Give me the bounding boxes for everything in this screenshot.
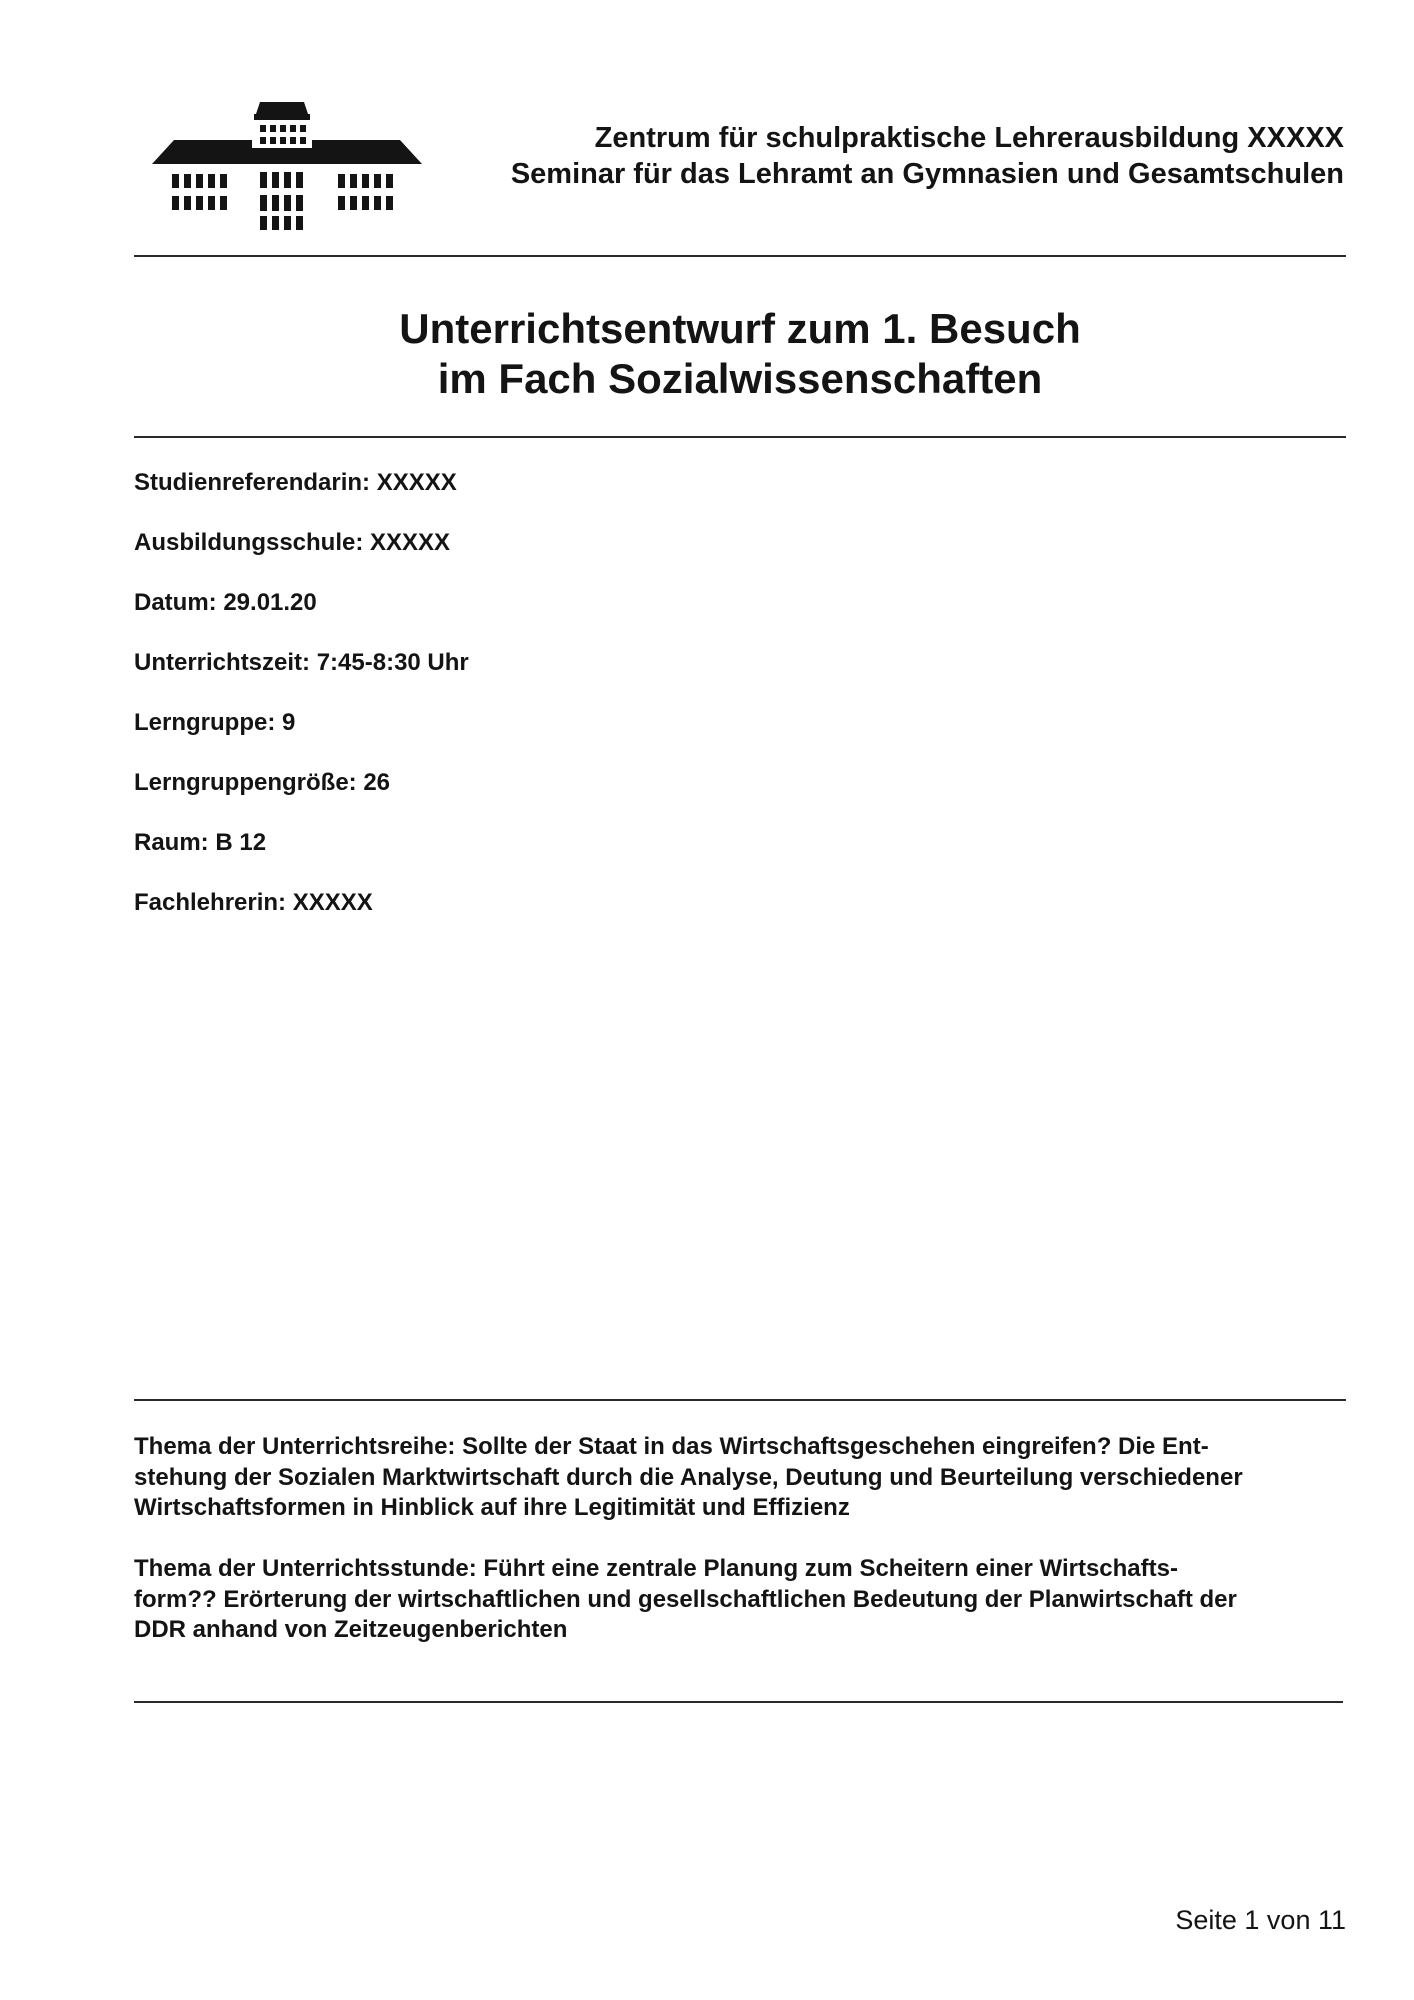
field-lerngruppengroesse: Lerngruppengröße: 26 <box>134 769 391 796</box>
field-unterrichtszeit: Unterrichtszeit: 7:45-8:30 Uhr <box>134 649 469 676</box>
field-datum: Datum: 29.01.20 <box>134 589 317 616</box>
institution-name: Zentrum für schulpraktische Lehrerausbildung XXXXX <box>594 122 1344 154</box>
theme-line: Thema der Unterrichtsstunde: Führt eine zentrale Planung zum Scheitern einer Wirtschafts- <box>134 1555 1178 1582</box>
theme-unterrichtsreihe <box>134 1432 1349 1524</box>
title-line-1: Unterrichtsentwurf zum 1. Besuch <box>399 305 1081 352</box>
field-raum: Raum: B 12 <box>134 829 267 856</box>
theme-unterrichtsstunde <box>134 1554 1349 1646</box>
theme-line: DDR anhand von Zeitzeugenberichten <box>134 1616 568 1643</box>
building-icon <box>152 100 422 230</box>
divider <box>134 436 1346 438</box>
divider <box>134 1399 1346 1401</box>
field-studienreferendarin: Studienreferendarin: XXXXX <box>134 469 457 496</box>
theme-line: Wirtschaftsformen in Hinblick auf ihre Legitimität und Effizienz <box>134 1494 850 1521</box>
institution-header <box>511 120 1344 192</box>
meta-fields <box>134 468 469 948</box>
field-lerngruppe: Lerngruppe: 9 <box>134 709 296 736</box>
theme-line: Thema der Unterrichtsreihe: Sollte der Staat in das Wirtschaftsgeschehen eingreifen? Die Ent- <box>134 1433 1209 1460</box>
divider <box>134 255 1346 257</box>
document-title <box>134 304 1346 404</box>
title-line-2: im Fach Sozialwissenschaften <box>437 355 1043 402</box>
seminar-name: Seminar für das Lehramt an Gymnasien und Gesamtschulen <box>510 158 1344 190</box>
theme-line: form?? Erörterung der wirtschaftlichen und gesellschaftlichen Bedeutung der Planwirtschaft der <box>134 1585 1237 1613</box>
divider <box>134 1701 1343 1703</box>
page-number: Seite 1 von 11 <box>1175 1905 1346 1935</box>
field-ausbildungsschule: Ausbildungsschule: XXXXX <box>134 529 451 556</box>
theme-line: stehung der Sozialen Marktwirtschaft durch die Analyse, Deutung und Beurteilung verschiedener <box>134 1463 1243 1491</box>
field-fachlehrerin: Fachlehrerin: XXXXX <box>134 889 373 916</box>
